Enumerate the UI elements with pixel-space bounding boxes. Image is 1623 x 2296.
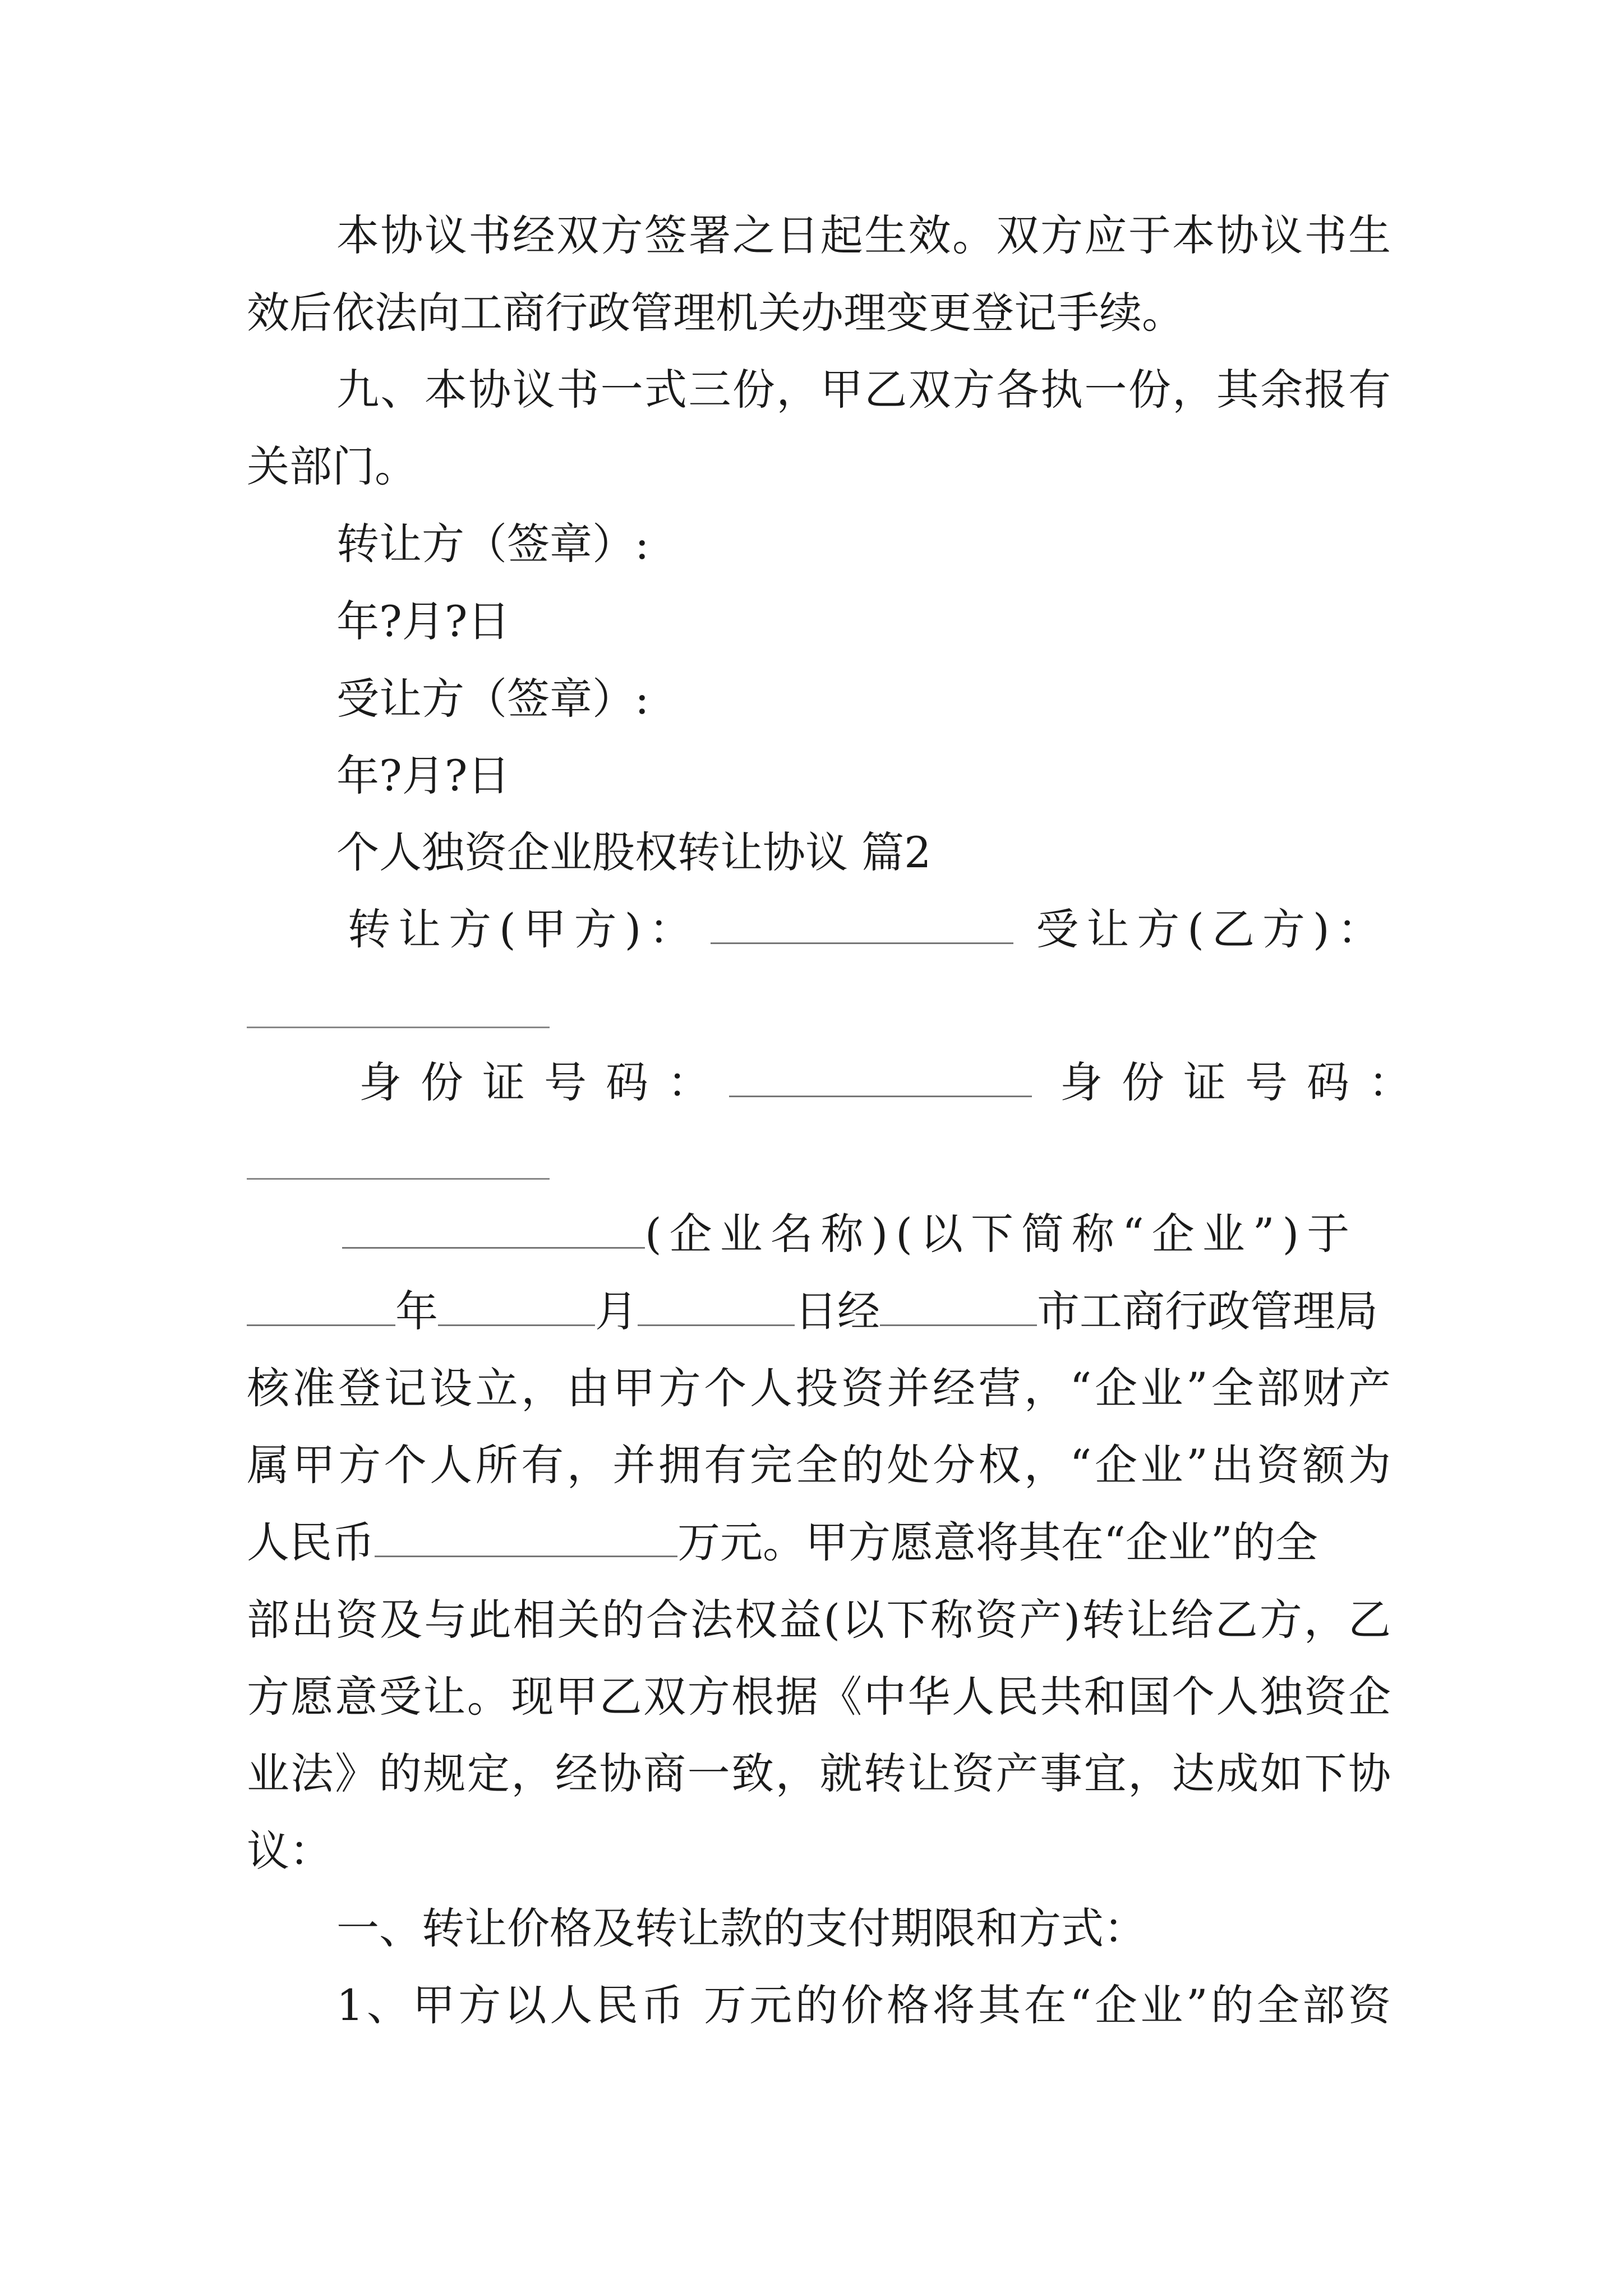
party-b-label: 受让方(乙方)： bbox=[1036, 904, 1388, 954]
month-label: 月 bbox=[595, 1286, 638, 1336]
enterprise-name-note: (企业名称)(以下简称“企业”)于 bbox=[645, 1209, 1358, 1259]
section-title: 个人独资企业股权转让协议 篇2 bbox=[336, 827, 932, 877]
month-blank bbox=[438, 1285, 595, 1326]
clause-nine-line-2: 关部门。 bbox=[247, 441, 417, 491]
paragraph-effective-line-2: 效后依法向工商行政管理机关办理变更登记手续。 bbox=[247, 288, 1184, 338]
city-blank bbox=[880, 1285, 1037, 1326]
transferor-signature-label: 转让方（签章）: bbox=[336, 519, 649, 569]
transferee-signature-label: 受让方（签章）: bbox=[336, 674, 649, 724]
transferor-date: 年?月?日 bbox=[336, 596, 510, 646]
id-label-b: 身份证号码： bbox=[1060, 1057, 1430, 1107]
party-b-blank bbox=[247, 1027, 550, 1028]
capital-line-rest: 万元。甲方愿意将其在“企业”的全 bbox=[677, 1517, 1318, 1567]
year-blank bbox=[247, 1285, 395, 1326]
day-blank bbox=[638, 1285, 795, 1326]
paragraph-line-7: 方愿意受让。现甲乙双方根据《中华人民共和国个人独资企 bbox=[247, 1672, 1391, 1722]
id-b-blank bbox=[247, 1178, 550, 1180]
clause-one-title: 一、转让价格及转让款的支付期限和方式： bbox=[336, 1903, 1146, 1953]
id-line bbox=[359, 1055, 1430, 1111]
paragraph-line-9: 议： bbox=[247, 1826, 332, 1876]
capital-amount-line bbox=[247, 1515, 1391, 1571]
capital-amount-blank bbox=[375, 1516, 677, 1557]
paragraph-effective-line-1: 本协议书经双方签署之日起生效。双方应于本协议书生 bbox=[336, 210, 1391, 260]
paragraph-line-6: 部出资及与此相关的合法权益(以下称资产)转让给乙方，乙 bbox=[247, 1595, 1391, 1645]
registration-date-line bbox=[247, 1283, 1391, 1340]
paragraph-line-4: 属甲方个人所有，并拥有完全的处分权，“企业”出资额为 bbox=[247, 1440, 1391, 1490]
id-a-blank bbox=[729, 1056, 1032, 1097]
enterprise-name-blank bbox=[342, 1208, 645, 1249]
party-line bbox=[348, 901, 1391, 958]
party-a-label: 转让方(甲方)： bbox=[348, 904, 700, 954]
transferee-date: 年?月?日 bbox=[336, 751, 510, 800]
paragraph-line-3: 核准登记设立，由甲方个人投资并经营，“企业”全部财产 bbox=[247, 1363, 1391, 1413]
id-label-a: 身份证号码： bbox=[359, 1057, 729, 1107]
party-a-blank bbox=[711, 903, 1013, 944]
enterprise-line bbox=[342, 1206, 1391, 1262]
bureau-label: 市工商行政管理局 bbox=[1037, 1286, 1378, 1336]
clause-nine-line-1: 九、本协议书一式三份，甲乙双方各执一份，其余报有 bbox=[336, 365, 1391, 415]
clause-one-item-1: 1、甲方以人民币 万元的价格将其在“企业”的全部资 bbox=[336, 1980, 1391, 2030]
year-label: 年 bbox=[395, 1286, 438, 1336]
paragraph-line-8: 业法》的规定，经协商一致，就转让资产事宜，达成如下协 bbox=[247, 1749, 1391, 1798]
rmb-label: 人民币 bbox=[247, 1517, 375, 1567]
day-label: 日经 bbox=[795, 1286, 880, 1336]
